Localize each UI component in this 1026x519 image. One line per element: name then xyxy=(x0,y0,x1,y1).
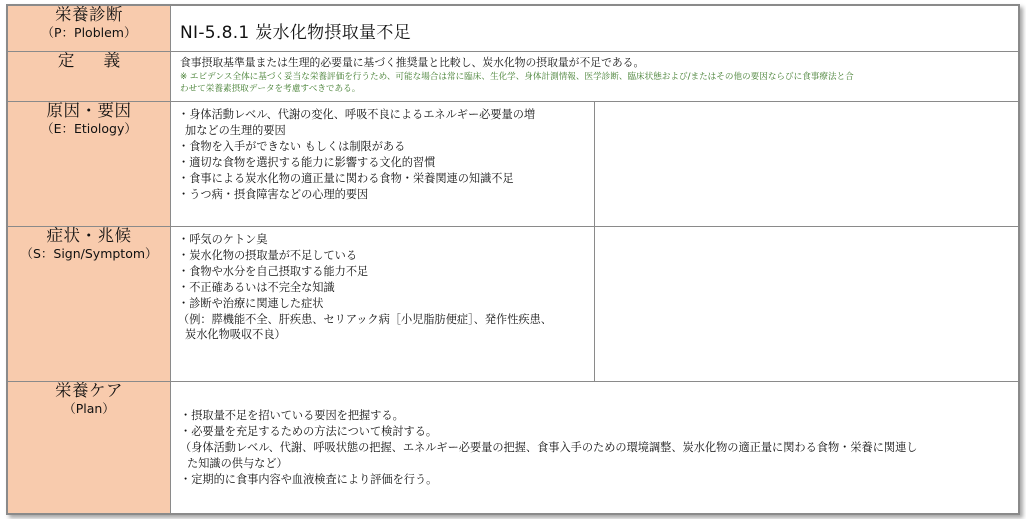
label-cell-etiology xyxy=(8,102,171,227)
diagnosis-cell xyxy=(171,6,1019,52)
definition-note-line2: わせて栄養素摂取データを考慮すべきである。 xyxy=(180,84,361,95)
label-cell-plan xyxy=(8,382,171,514)
list-item: ・うつ病・摂食障害などの心理的要因 xyxy=(178,187,369,201)
label-etiology-sub: （E：Etiology） xyxy=(41,120,137,136)
row-symptom xyxy=(8,227,1019,382)
label-plan: 栄養ケア xyxy=(55,381,123,400)
list-item: ・身体活動レベル、代謝の変化、呼吸不良によるエネルギー必要量の増 xyxy=(178,108,536,121)
list-item: ・診断や治療に関連した症状 xyxy=(178,296,324,310)
etiology-notes-cell xyxy=(595,102,1019,227)
definition-cell xyxy=(171,52,1019,102)
label-symptom-sub: （S：Sign/Symptom） xyxy=(20,245,158,261)
symptom-list xyxy=(178,232,588,343)
etiology-list-cell xyxy=(171,102,595,227)
list-item: ・食事による炭水化物の適正量に関わる食物・栄養関連の知識不足 xyxy=(178,171,514,185)
row-diagnosis xyxy=(8,6,1019,52)
nutrition-diagnosis-sheet xyxy=(6,4,1020,515)
definition-note-line1: ※ エビデンス全体に基づく妥当な栄養評価を行うため、可能な場合は常に臨床、生化学、身体計測情報、医学診断、臨床状態および/またはその他の要因ならびに食事療法と合 xyxy=(180,72,854,83)
diagnosis-title: NI-5.8.1 炭水化物摂取量不足 xyxy=(180,23,411,43)
label-diagnosis-sub: （P：Ploblem） xyxy=(41,24,137,40)
list-item: ・必要量を充足するための方法について検討する。 xyxy=(180,424,438,438)
diagnosis-table xyxy=(7,5,1019,514)
definition-note xyxy=(171,70,1018,95)
symptom-list-cell xyxy=(171,227,595,382)
list-item: ・定期的に食事内容や血液検査により評価を行う。 xyxy=(180,472,438,486)
list-item: 炭水化物吸収不良） xyxy=(185,328,286,342)
label-diagnosis: 栄養診断 xyxy=(55,5,123,24)
label-symptom: 症状・兆候 xyxy=(46,226,132,245)
plan-cell xyxy=(171,382,1019,514)
etiology-list xyxy=(178,107,588,202)
label-cell-symptom xyxy=(8,227,171,382)
row-etiology xyxy=(8,102,1019,227)
list-item: 加などの生理的要因 xyxy=(185,123,286,137)
list-item: ・食物や水分を自己摂取する能力不足 xyxy=(178,264,369,278)
list-item: ・不正確あるいは不完全な知識 xyxy=(178,280,335,294)
list-item: （身体活動レベル、代謝、呼吸状態の把握、エネルギー必要量の把握、食事入手のための環境調整、炭水化物の適正量に関わる食物・栄養に関連し xyxy=(180,440,918,454)
label-etiology: 原因・要因 xyxy=(46,101,132,120)
definition-text: 食事摂取基準量または生理的必要量に基づく推奨量と比較し、炭水化物の摂取量が不足である。 xyxy=(180,56,645,69)
list-item: た知識の供与など） xyxy=(187,456,288,470)
label-definition: 定 義 xyxy=(57,51,133,70)
label-plan-sub: （Plan） xyxy=(63,400,115,416)
list-item: ・食物を入手ができない もしくは制限がある xyxy=(178,139,406,153)
list-item: ・適切な食物を選択する能力に影響する文化的習慣 xyxy=(178,155,436,169)
plan-list xyxy=(180,408,1008,488)
symptom-notes-cell xyxy=(595,227,1019,382)
row-definition xyxy=(8,52,1019,102)
label-cell-definition xyxy=(8,52,171,102)
list-item: ・呼気のケトン臭 xyxy=(178,233,268,246)
list-item: ・炭水化物の摂取量が不足している xyxy=(178,248,358,262)
row-plan xyxy=(8,382,1019,514)
list-item: ・摂取量不足を招いている要因を把握する。 xyxy=(180,409,404,422)
list-item: （例：膵機能不全、肝疾患、セリアック病［小児脂肪便症］、発作性疾患、 xyxy=(178,312,552,326)
label-cell-diagnosis xyxy=(8,6,171,52)
